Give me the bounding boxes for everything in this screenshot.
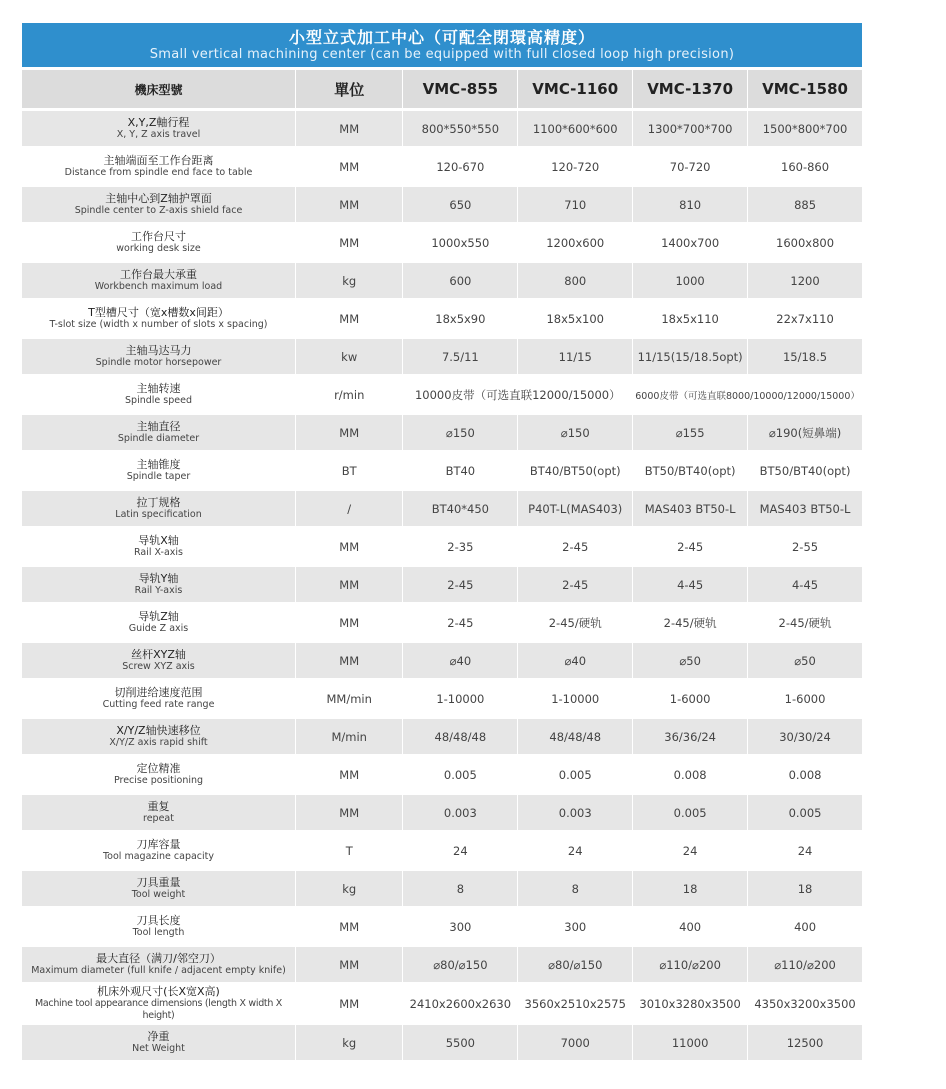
spec-value: ⌀150 xyxy=(517,415,632,450)
spec-unit: MM xyxy=(295,757,402,792)
spec-value: BT40*450 xyxy=(402,491,517,526)
header-row xyxy=(22,70,862,108)
spec-value: 1200 xyxy=(747,263,862,298)
spec-value: 2410x2600x2630 xyxy=(402,985,517,1022)
spec-value: 4-45 xyxy=(747,567,862,602)
spec-value: ⌀110/⌀200 xyxy=(632,947,747,982)
spec-value: 1400x700 xyxy=(632,225,747,260)
table-row xyxy=(22,225,862,260)
spec-label-zh: 主轴端面至工作台距离 xyxy=(103,154,214,167)
spec-label xyxy=(22,377,295,412)
spec-label-en: Spindle center to Z-axis shield face xyxy=(74,205,243,216)
spec-label-en: Spindle taper xyxy=(126,471,191,482)
table-row xyxy=(22,719,862,754)
spec-unit: MM xyxy=(295,111,402,146)
spec-value: ⌀50 xyxy=(747,643,862,678)
table-row xyxy=(22,377,862,412)
table-row xyxy=(22,149,862,184)
spec-value: 22x7x110 xyxy=(747,301,862,336)
spec-value: 120-670 xyxy=(402,149,517,184)
spec-value: 8 xyxy=(517,871,632,906)
spec-unit: / xyxy=(295,491,402,526)
spec-label xyxy=(22,187,295,222)
spec-label xyxy=(22,909,295,944)
spec-value: MAS403 BT50-L xyxy=(747,491,862,526)
spec-value: ⌀80/⌀150 xyxy=(517,947,632,982)
spec-value: 800*550*550 xyxy=(402,111,517,146)
header-model-4: VMC-1580 xyxy=(747,70,862,108)
spec-label-en: Rail Y-axis xyxy=(134,585,183,596)
spec-value: 1500*800*700 xyxy=(747,111,862,146)
spec-value: 11/15(15/18.5opt) xyxy=(632,339,747,374)
table-row xyxy=(22,605,862,640)
spec-unit: MM xyxy=(295,985,402,1022)
spec-label xyxy=(22,681,295,716)
spec-label xyxy=(22,795,295,830)
title-banner xyxy=(22,23,862,67)
spec-value: ⌀40 xyxy=(402,643,517,678)
spec-label xyxy=(22,149,295,184)
spec-value: 160-860 xyxy=(747,149,862,184)
spec-value: 70-720 xyxy=(632,149,747,184)
spec-label-en: Tool length xyxy=(132,927,185,938)
spec-value: P40T-L(MAS403) xyxy=(517,491,632,526)
spec-label-en: Screw XYZ axis xyxy=(122,661,195,672)
table-row xyxy=(22,757,862,792)
spec-value: 7.5/11 xyxy=(402,339,517,374)
spec-value: 800 xyxy=(517,263,632,298)
spec-value: ⌀150 xyxy=(402,415,517,450)
spec-label xyxy=(22,985,295,1022)
spec-label-zh: 工作台尺寸 xyxy=(131,230,186,243)
spec-label-zh: 机床外观尺寸(长X宽X高) xyxy=(97,985,220,998)
spec-value: 4350x3200x3500 xyxy=(747,985,862,1022)
spec-label xyxy=(22,567,295,602)
spec-unit: MM xyxy=(295,947,402,982)
spec-label-en: Tool magazine capacity xyxy=(102,851,215,862)
spec-label xyxy=(22,871,295,906)
spec-unit: kw xyxy=(295,339,402,374)
spec-label-en: Tool weight xyxy=(131,889,186,900)
spec-unit: kg xyxy=(295,1025,402,1060)
spec-label-en: T-slot size (width x number of slots x spacing) xyxy=(49,319,268,330)
spec-value: 810 xyxy=(632,187,747,222)
spec-unit: r/min xyxy=(295,377,402,412)
spec-value: 8 xyxy=(402,871,517,906)
spec-label-en: Guide Z axis xyxy=(128,623,189,634)
spec-value: 0.003 xyxy=(517,795,632,830)
spec-value: 24 xyxy=(517,833,632,868)
table-row xyxy=(22,871,862,906)
spec-label-zh: 最大直径（满刀/邻空刀） xyxy=(96,952,221,965)
spec-label-en: Spindle diameter xyxy=(117,433,200,444)
spec-label-zh: 工作台最大承重 xyxy=(120,268,197,281)
spec-value: 3010x3280x3500 xyxy=(632,985,747,1022)
spec-value: 18x5x100 xyxy=(517,301,632,336)
header-model-1: VMC-855 xyxy=(402,70,517,108)
spec-label-en: Spindle motor horsepower xyxy=(95,357,222,368)
spec-value: 18x5x90 xyxy=(402,301,517,336)
spec-label-zh: T型槽尺寸（宽x槽数x间距） xyxy=(88,306,229,319)
spec-unit: MM xyxy=(295,301,402,336)
spec-unit: MM xyxy=(295,567,402,602)
spec-value: 0.005 xyxy=(747,795,862,830)
spec-value: 2-45 xyxy=(402,605,517,640)
header-unit-label: 單位 xyxy=(295,70,402,108)
spec-unit: MM xyxy=(295,149,402,184)
spec-label xyxy=(22,833,295,868)
spec-value: 2-45/硬轨 xyxy=(747,605,862,640)
spec-value: BT40/BT50(opt) xyxy=(517,453,632,488)
spec-unit: T xyxy=(295,833,402,868)
spec-label-zh: 净重 xyxy=(147,1030,170,1043)
table-row xyxy=(22,263,862,298)
spec-label-en: repeat xyxy=(143,813,174,824)
spec-value: 2-35 xyxy=(402,529,517,564)
spec-label-en: Cutting feed rate range xyxy=(102,699,215,710)
spec-value: 48/48/48 xyxy=(402,719,517,754)
table-row xyxy=(22,491,862,526)
table-row xyxy=(22,795,862,830)
spec-value: ⌀40 xyxy=(517,643,632,678)
spec-label xyxy=(22,415,295,450)
spec-value: ⌀50 xyxy=(632,643,747,678)
spec-label-zh: 刀具重量 xyxy=(136,876,181,889)
table-row xyxy=(22,909,862,944)
spec-value: 2-45/硬轨 xyxy=(517,605,632,640)
spec-value: 885 xyxy=(747,187,862,222)
spec-unit: BT xyxy=(295,453,402,488)
table-row xyxy=(22,111,862,146)
spec-label xyxy=(22,339,295,374)
spec-label-zh: 导轨Z轴 xyxy=(138,610,179,623)
spec-label-en: Latin specification xyxy=(115,509,202,520)
spec-value: ⌀155 xyxy=(632,415,747,450)
table-row xyxy=(22,529,862,564)
spec-value: 2-45 xyxy=(517,529,632,564)
spec-value: 0.008 xyxy=(632,757,747,792)
spec-label-zh: 主轴转速 xyxy=(136,382,181,395)
spec-label xyxy=(22,225,295,260)
spec-unit: MM xyxy=(295,529,402,564)
spec-value: 48/48/48 xyxy=(517,719,632,754)
table-row xyxy=(22,567,862,602)
spec-label-zh: 主轴锥度 xyxy=(136,458,181,471)
spec-value: 1-10000 xyxy=(517,681,632,716)
spec-label xyxy=(22,605,295,640)
spec-label-en: Workbench maximum load xyxy=(94,281,223,292)
spec-value: ⌀190(短鼻端) xyxy=(747,415,862,450)
spec-value: 400 xyxy=(632,909,747,944)
spec-value: 10000皮带（可选直联12000/15000） xyxy=(402,377,632,412)
spec-label-en: Spindle speed xyxy=(125,395,192,406)
spec-value: 1-6000 xyxy=(747,681,862,716)
spec-value: 0.008 xyxy=(747,757,862,792)
spec-value: 1300*700*700 xyxy=(632,111,747,146)
spec-value: MAS403 BT50-L xyxy=(632,491,747,526)
spec-label-en: working desk size xyxy=(116,243,201,254)
spec-label xyxy=(22,643,295,678)
spec-value: 30/30/24 xyxy=(747,719,862,754)
spec-label-en: Maximum diameter (full knife / adjacent empty knife) xyxy=(31,965,286,976)
spec-value: 1000x550 xyxy=(402,225,517,260)
spec-value: 3560x2510x2575 xyxy=(517,985,632,1022)
spec-value: 1-10000 xyxy=(402,681,517,716)
spec-value: 4-45 xyxy=(632,567,747,602)
spec-label-en: X, Y, Z axis travel xyxy=(116,129,201,140)
spec-label xyxy=(22,757,295,792)
spec-unit: MM/min xyxy=(295,681,402,716)
spec-label xyxy=(22,1025,295,1060)
spec-label-en: Precise positioning xyxy=(113,775,204,786)
spec-unit: MM xyxy=(295,795,402,830)
spec-label xyxy=(22,301,295,336)
spec-value: 2-45/硬轨 xyxy=(632,605,747,640)
table-row xyxy=(22,301,862,336)
spec-value: 1600x800 xyxy=(747,225,862,260)
title-chinese: 小型立式加工中心（可配全閉環高精度） xyxy=(288,27,595,47)
spec-value: 1200x600 xyxy=(517,225,632,260)
spec-value: 15/18.5 xyxy=(747,339,862,374)
spec-value: 7000 xyxy=(517,1025,632,1060)
spec-label-zh: X,Y,Z軸行程 xyxy=(127,116,190,129)
spec-value: 710 xyxy=(517,187,632,222)
spec-value: 0.005 xyxy=(517,757,632,792)
spec-label xyxy=(22,453,295,488)
spec-value: ⌀80/⌀150 xyxy=(402,947,517,982)
spec-label-zh: 导轨Y轴 xyxy=(138,572,179,585)
header-model-label: 機床型號 xyxy=(22,70,295,108)
header-model-2: VMC-1160 xyxy=(517,70,632,108)
table-row xyxy=(22,833,862,868)
spec-label xyxy=(22,947,295,982)
spec-label xyxy=(22,529,295,564)
spec-value: 2-55 xyxy=(747,529,862,564)
spec-label-zh: 丝杆XYZ轴 xyxy=(131,648,186,661)
table-row xyxy=(22,415,862,450)
spec-value: 120-720 xyxy=(517,149,632,184)
spec-value: 11000 xyxy=(632,1025,747,1060)
spec-label-zh: X/Y/Z轴快速移位 xyxy=(116,724,201,737)
spec-unit: kg xyxy=(295,871,402,906)
table-row xyxy=(22,339,862,374)
spec-label-zh: 重复 xyxy=(147,800,170,813)
spec-value: BT40 xyxy=(402,453,517,488)
spec-label-zh: 导轨X轴 xyxy=(138,534,179,547)
table-row xyxy=(22,453,862,488)
spec-label-en: Machine tool appearance dimensions (length X width X height) xyxy=(34,998,282,1021)
spec-value: 2-45 xyxy=(517,567,632,602)
spec-value: 12500 xyxy=(747,1025,862,1060)
spec-unit: MM xyxy=(295,225,402,260)
header-model-3: VMC-1370 xyxy=(632,70,747,108)
spec-value: 0.005 xyxy=(632,795,747,830)
spec-value: 1000 xyxy=(632,263,747,298)
spec-value: 600 xyxy=(402,263,517,298)
spec-value: 18 xyxy=(632,871,747,906)
spec-unit: MM xyxy=(295,187,402,222)
spec-value: 18 xyxy=(747,871,862,906)
spec-label-zh: 主轴中心到Z轴护罩面 xyxy=(105,192,212,205)
spec-value: 24 xyxy=(402,833,517,868)
spec-label-zh: 刀库容量 xyxy=(136,838,181,851)
spec-value: 6000皮带（可选直联8000/10000/12000/15000） xyxy=(632,377,862,412)
spec-label-en: Net Weight xyxy=(132,1043,185,1054)
spec-unit: MM xyxy=(295,643,402,678)
title-english: Small vertical machining center (can be equipped with full closed loop high precision) xyxy=(149,46,735,62)
spec-label-zh: 切削进给速度范围 xyxy=(114,686,203,699)
spec-unit: MM xyxy=(295,909,402,944)
spec-value: 0.003 xyxy=(402,795,517,830)
spec-value: 650 xyxy=(402,187,517,222)
spec-value: 5500 xyxy=(402,1025,517,1060)
table-row xyxy=(22,643,862,678)
spec-sheet xyxy=(22,23,862,1063)
spec-value: 2-45 xyxy=(632,529,747,564)
table-row xyxy=(22,1025,862,1060)
spec-unit: MM xyxy=(295,415,402,450)
spec-table xyxy=(22,67,862,1063)
spec-label-zh: 主轴马达马力 xyxy=(125,344,192,357)
spec-unit: M/min xyxy=(295,719,402,754)
spec-label xyxy=(22,111,295,146)
spec-label-en: X/Y/Z axis rapid shift xyxy=(109,737,208,748)
spec-value: 1100*600*600 xyxy=(517,111,632,146)
spec-value: 1-6000 xyxy=(632,681,747,716)
spec-label-en: Rail X-axis xyxy=(133,547,183,558)
spec-label xyxy=(22,719,295,754)
spec-value: 24 xyxy=(747,833,862,868)
spec-label xyxy=(22,491,295,526)
spec-unit: MM xyxy=(295,605,402,640)
spec-value: 300 xyxy=(517,909,632,944)
spec-value: 36/36/24 xyxy=(632,719,747,754)
spec-value: 0.005 xyxy=(402,757,517,792)
spec-value: BT50/BT40(opt) xyxy=(632,453,747,488)
spec-label-zh: 拉丁规格 xyxy=(136,496,181,509)
table-row xyxy=(22,187,862,222)
table-row xyxy=(22,681,862,716)
spec-label-zh: 刀具长度 xyxy=(136,914,181,927)
spec-value: 24 xyxy=(632,833,747,868)
spec-value: BT50/BT40(opt) xyxy=(747,453,862,488)
spec-value: 300 xyxy=(402,909,517,944)
spec-value: 2-45 xyxy=(402,567,517,602)
spec-label xyxy=(22,263,295,298)
spec-label-zh: 定位精准 xyxy=(136,762,181,775)
spec-unit: kg xyxy=(295,263,402,298)
spec-value: ⌀110/⌀200 xyxy=(747,947,862,982)
table-row xyxy=(22,985,862,1022)
spec-label-zh: 主轴直径 xyxy=(136,420,181,433)
spec-value: 18x5x110 xyxy=(632,301,747,336)
spec-value: 11/15 xyxy=(517,339,632,374)
table-row xyxy=(22,947,862,982)
spec-label-en: Distance from spindle end face to table xyxy=(64,167,253,178)
spec-value: 400 xyxy=(747,909,862,944)
